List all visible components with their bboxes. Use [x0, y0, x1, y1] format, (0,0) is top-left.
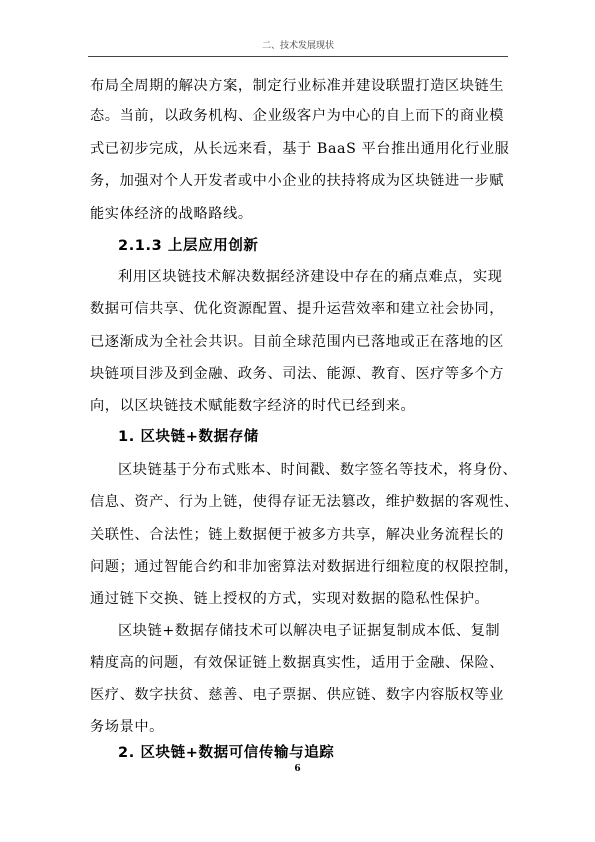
- header-rule: [88, 56, 508, 57]
- paragraph-line: 务场景中。: [90, 719, 164, 735]
- paragraph-line: 块链项目涉及到金融、政务、司法、能源、教育、医疗等多个方: [90, 366, 505, 382]
- subsection-heading: 1. 区块链+数据存储: [118, 429, 259, 445]
- paragraph-line: 信息、资产、行为上链，使得存证无法篡改，维护数据的客观性、: [90, 494, 519, 510]
- subsection-heading: 2. 区块链+数据可信传输与追踪: [118, 745, 335, 761]
- paragraph-line: 向，以区块链技术赋能数字经济的时代已经到来。: [90, 398, 416, 414]
- paragraph-line: 式已初步完成，从长远来看，基于 BaaS 平台推出通用化行业服: [90, 141, 510, 157]
- paragraph-line: 通过链下交换、链上授权的方式，实现对数据的隐私性保护。: [90, 591, 490, 607]
- paragraph-line: 医疗、数字扶贫、慈善、电子票据、供应链、数字内容版权等业: [90, 687, 505, 703]
- paragraph-line: 区块链基于分布式账本、时间戳、数字签名等技术，将身份、: [118, 462, 518, 478]
- paragraph-line: 能实体经济的战略路线。: [90, 206, 253, 222]
- paragraph-line: 问题；通过智能合约和非加密算法对数据进行细粒度的权限控制，: [90, 559, 519, 575]
- paragraph-line: 精度高的问题，有效保证链上数据真实性，适用于金融、保险、: [90, 655, 505, 671]
- paragraph-line: 区块链+数据存储技术可以解决电子证据复制成本低、复制: [118, 623, 501, 639]
- section-heading: 2.1.3 上层应用创新: [118, 238, 259, 254]
- paragraph-line: 数据可信共享、优化资源配置、提升运营效率和建立社会协同，: [90, 301, 505, 317]
- paragraph-line: 关联性、合法性；链上数据便于被多方共享，解决业务流程长的: [90, 527, 505, 543]
- paragraph-line: 已逐渐成为全社会共识。目前全球范围内已落地或正在落地的区: [90, 334, 505, 350]
- paragraph-line: 态。当前，以政务机构、企业级客户为中心的自上而下的商业模: [90, 108, 505, 124]
- paragraph-line: 布局全周期的解决方案，制定行业标准并建设联盟打造区块链生: [90, 78, 505, 94]
- running-header: 二、技术发展现状: [261, 41, 334, 51]
- page-number: 6: [294, 764, 301, 774]
- paragraph-line: 利用区块链技术解决数据经济建设中存在的痛点难点，实现: [118, 269, 503, 285]
- paragraph-line: 务，加强对个人开发者或中小企业的扶持将成为区块链进一步赋: [90, 173, 505, 189]
